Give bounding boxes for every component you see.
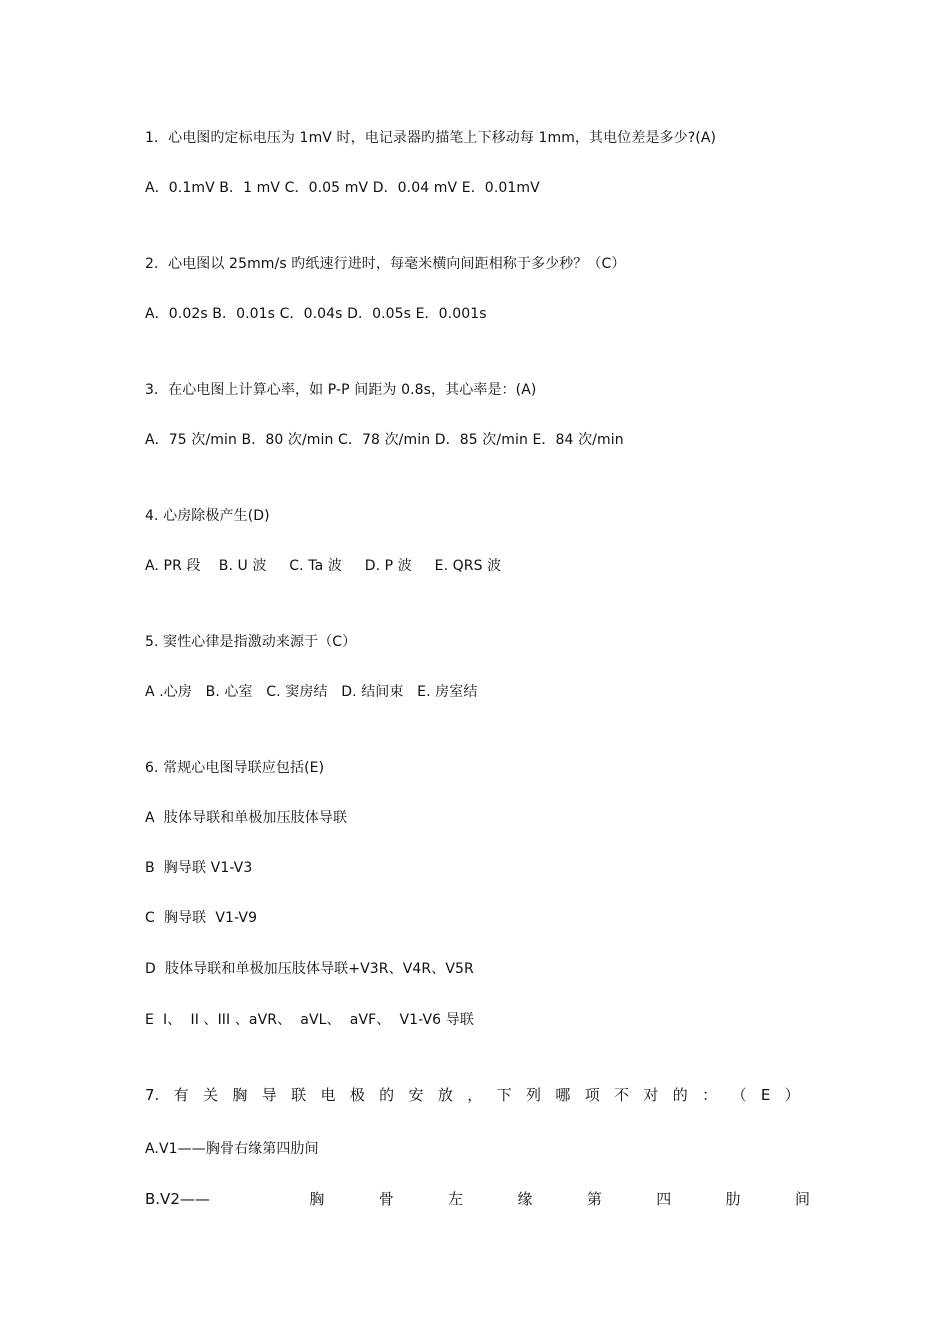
question-7-char: ， [467,1086,483,1104]
question-1: 1．心电图旳定标电压为 1mV 时，电记录器旳描笔上下移动每 1mm，其电位差是多少?(A) [145,130,717,146]
question-1-options: A．0.1mV B．1 mV C．0.05 mV D．0.04 mV E．0.01mV [145,180,540,196]
question-7-option-b-char: 骨 [378,1190,394,1208]
question-7-char: 导 [261,1086,277,1104]
question-6-option-b: B 胸导联 V1-V3 [145,860,253,876]
question-5: 5. 窦性心律是指激动来源于（C） [145,634,357,650]
question-7-char: 不 [614,1086,630,1104]
question-7-option-a: A.V1——胸骨右缘第四肋间 [145,1141,319,1157]
question-2-options: A．0.02s B．0.01s C．0.04s D．0.05s E．0.001s [145,306,487,322]
question-7-option-b-char: 肋 [725,1190,741,1208]
question-7-option-b-char: 第 [586,1190,602,1208]
question-7-char: 极 [349,1086,365,1104]
question-4-options: A. PR 段 B. U 波 C. Ta 波 D. P 波 E. QRS 波 [145,558,502,574]
question-7-char: 哪 [555,1086,571,1104]
question-7-char: 7. [145,1086,160,1104]
question-7-char: 安 [408,1086,424,1104]
question-7-char: ） [784,1086,800,1104]
question-7-char: E [760,1086,771,1104]
question-4: 4. 心房除极产生(D) [145,508,270,524]
question-7-char: 下 [496,1086,512,1104]
question-2: 2．心电图以 25mm/s 旳纸速行进时，每毫米横向间距相称于多少秒？（C） [145,256,626,272]
question-7-char: 对 [643,1086,659,1104]
question-7-option-b-char: 左 [448,1190,464,1208]
question-7-char: 放 [437,1086,453,1104]
question-7-char: 联 [291,1086,307,1104]
question-6-option-e: E I、 II 、III 、aVR、 aVL、 aVF、 V1-V6 导联 [145,1012,474,1028]
question-7-char: （ [731,1086,747,1104]
question-6: 6. 常规心电图导联应包括(E) [145,760,325,776]
question-7-char: 电 [320,1086,336,1104]
question-7-option-b-char: 四 [656,1190,672,1208]
question-7 [145,1085,800,1105]
question-7-char: 胸 [232,1086,248,1104]
question-7-char: 列 [525,1086,541,1104]
question-5-options: A .心房 B. 心室 C. 窦房结 D. 结间束 E. 房室结 [145,684,478,700]
question-7-option-b-char: 间 [794,1190,810,1208]
question-3-options: A．75 次/min B．80 次/min C．78 次/min D．85 次/min E．84 次/min [145,432,624,448]
question-7-option-b-label: B.V2—— [145,1190,210,1208]
question-7-char: 关 [203,1086,219,1104]
question-7-option-b-char: 胸 [309,1190,325,1208]
question-7-char: 的 [672,1086,688,1104]
question-7-char: 项 [584,1086,600,1104]
question-7-char: 有 [173,1086,189,1104]
question-7-char: 的 [379,1086,395,1104]
question-7-char: ： [702,1086,718,1104]
question-7-option-b-char: 缘 [517,1190,533,1208]
question-6-option-d: D 肢体导联和单极加压肢体导联+V3R、V4R、V5R [145,961,474,977]
question-7-option-b [145,1189,810,1209]
question-3: 3．在心电图上计算心率，如 P-P 间距为 0.8s，其心率是：(A) [145,382,537,398]
question-6-option-a: A 肢体导联和单极加压肢体导联 [145,810,348,826]
question-6-option-c: C 胸导联 V1-V9 [145,910,258,926]
